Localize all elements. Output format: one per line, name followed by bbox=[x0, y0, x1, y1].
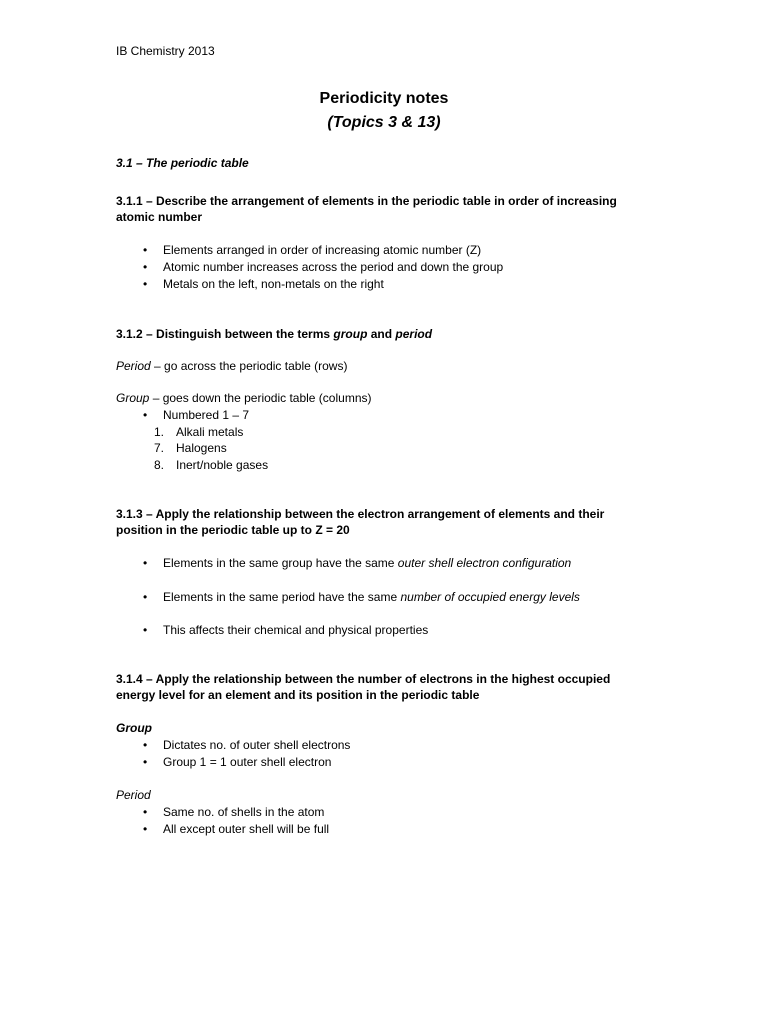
numbered-item: Alkali metals bbox=[176, 425, 244, 439]
item-emphasis: outer shell electron configuration bbox=[397, 556, 572, 570]
list-item bbox=[163, 556, 571, 570]
group-label: Group bbox=[116, 721, 152, 735]
subsection-heading-3-1-3-cont: position in the periodic table up to Z = 20 bbox=[116, 523, 350, 537]
bullet-icon: • bbox=[143, 738, 148, 752]
term-period: period bbox=[395, 327, 433, 341]
item-text: Elements in the same period have the same bbox=[163, 590, 401, 604]
document-header: IB Chemistry 2013 bbox=[116, 44, 215, 58]
group-def: – goes down the periodic table (columns) bbox=[149, 391, 372, 405]
list-item: Dictates no. of outer shell electrons bbox=[163, 738, 351, 752]
heading-text: 3.1.2 – Distinguish between the terms bbox=[116, 327, 334, 341]
group-definition bbox=[116, 391, 371, 405]
subsection-heading-3-1-1: 3.1.1 – Describe the arrangement of elements in the periodic table in order of increasing bbox=[116, 194, 617, 208]
list-item: Atomic number increases across the period and down the group bbox=[163, 260, 504, 274]
section-heading-3-1: 3.1 – The periodic table bbox=[116, 156, 249, 170]
list-number: 8. bbox=[154, 458, 165, 472]
item-emphasis: number of occupied energy levels bbox=[400, 590, 580, 604]
bullet-icon: • bbox=[143, 623, 148, 637]
list-number: 7. bbox=[154, 441, 165, 455]
bullet-icon: • bbox=[143, 260, 148, 274]
list-item: Group 1 = 1 outer shell electron bbox=[163, 755, 332, 769]
bullet-icon: • bbox=[143, 822, 148, 836]
list-item: Numbered 1 – 7 bbox=[163, 408, 250, 422]
subsection-heading-3-1-4-cont: energy level for an element and its position in the periodic table bbox=[116, 688, 480, 702]
numbered-item: Halogens bbox=[176, 441, 227, 455]
bullet-icon: • bbox=[143, 408, 148, 422]
bullet-icon: • bbox=[143, 805, 148, 819]
list-number: 1. bbox=[154, 425, 165, 439]
bullet-icon: • bbox=[143, 243, 148, 257]
item-text: Elements in the same group have the same bbox=[163, 556, 398, 570]
bullet-icon: • bbox=[143, 590, 148, 604]
subsection-heading-3-1-2 bbox=[116, 327, 432, 341]
numbered-item: Inert/noble gases bbox=[176, 458, 269, 472]
heading-text: and bbox=[367, 327, 396, 341]
page-title: Periodicity notes bbox=[319, 90, 449, 107]
subsection-heading-3-1-4: 3.1.4 – Apply the relationship between the number of electrons in the highest occupied bbox=[116, 672, 611, 686]
list-item: All except outer shell will be full bbox=[163, 822, 330, 836]
subsection-heading-3-1-1-cont: atomic number bbox=[116, 210, 203, 224]
term-group: group bbox=[333, 327, 368, 341]
list-item: Elements arranged in order of increasing atomic number (Z) bbox=[163, 243, 482, 257]
bullet-icon: • bbox=[143, 556, 148, 570]
bullet-icon: • bbox=[143, 277, 148, 291]
period-def: – go across the periodic table (rows) bbox=[150, 359, 348, 373]
group-term: Group bbox=[116, 391, 150, 405]
period-definition bbox=[116, 359, 347, 373]
list-item bbox=[163, 590, 580, 604]
list-item: Same no. of shells in the atom bbox=[163, 805, 325, 819]
list-item: This affects their chemical and physical properties bbox=[163, 623, 429, 637]
bullet-icon: • bbox=[143, 755, 148, 769]
page-subtitle: (Topics 3 & 13) bbox=[327, 114, 441, 131]
subsection-heading-3-1-3: 3.1.3 – Apply the relationship between the electron arrangement of elements and their bbox=[116, 507, 605, 521]
list-item: Metals on the left, non-metals on the right bbox=[163, 277, 384, 291]
period-term: Period bbox=[116, 359, 151, 373]
period-label: Period bbox=[116, 788, 151, 802]
